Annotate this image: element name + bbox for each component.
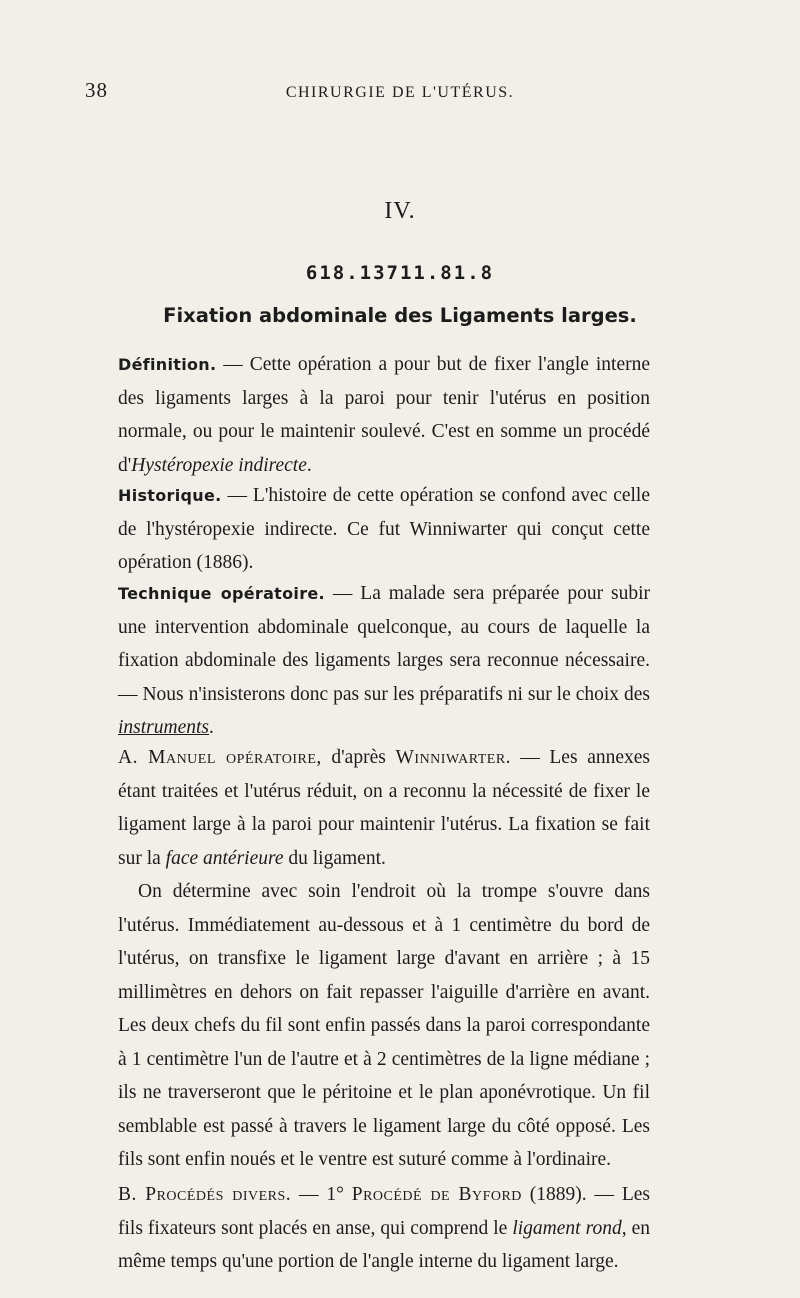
classification-code: 618.13711.81.8 bbox=[305, 262, 495, 284]
historique-label: Historique. bbox=[118, 486, 222, 505]
page-number: 38 bbox=[85, 78, 108, 102]
section-b-sublabel: Procédé de Byford bbox=[351, 1184, 522, 1205]
section-a-label: A. Manuel opératoire, bbox=[118, 747, 322, 768]
section-b-term: ligament rond bbox=[512, 1217, 622, 1239]
definition-paragraph: Définition. — Cette opération a pour but de fixer l'angle interne des ligaments larges à la paroi pour tenir l'utérus en position normale, ou pour le maintenir soulevé. C'est en somme un procédé d'Hystéropexie indirecte. bbox=[118, 354, 650, 476]
section-b-label: B. Procédés divers. bbox=[118, 1184, 292, 1205]
technique-term: instruments bbox=[118, 717, 210, 738]
running-title: CHIRURGIE DE L'UTÉRUS. bbox=[285, 84, 515, 101]
historique-paragraph bbox=[118, 479, 650, 580]
definition-label: Définition. bbox=[118, 355, 217, 374]
section-a-paragraph: A. Manuel opératoire, d'après Winniwarter. — Les annexes étant traitées et l'utérus réduit, on a reconnu la nécessité de fixer le ligament large à la paroi pour maintenir l'utérus. La fixation se fait sur la face antérieure du ligament. bbox=[118, 747, 651, 869]
chapter-number: IV. bbox=[384, 198, 416, 224]
section-a-body-paragraph: On détermine avec soin l'endroit où la trompe s'ouvre dans l'utérus. Immédiatement au-dessous et à 1 centimètre du bord de l'utérus, on transfixe le ligament large d'avant en arrière ; à 15 millimètres en dehors on fait repasser l'aiguille d'arrière en avant. Les deux chefs du fil sont enfin passés dans la paroi correspondante à 1 centimètre l'un de l'autre et à 2 centimètres de la ligne médiane ; ils ne traverseront que le péritoine et le plan aponévrotique. Un fil semblable est passé à travers le ligament large du côté opposé. Les fils sont enfin noués et le ventre est suturé comme à l'ordinaire. bbox=[118, 881, 650, 1170]
definition-text: — Cette opération a pour but de fixer l'angle interne des ligaments larges à la paroi pour tenir l'utérus en position normale, ou pour le maintenir soulevé. C'est en somme un procédé d' bbox=[118, 354, 650, 476]
section-b-paragraph: B. Procédés divers. — 1° Procédé de Byford (1889). — Les fils fixateurs sont placés en anse, qui comprend le ligament rond, en même temps qu'une portion de l'angle interne du ligament large. bbox=[118, 1184, 651, 1272]
section-a-term: face antérieure bbox=[165, 847, 284, 869]
section-title: Fixation abdominale des Ligaments larges. bbox=[163, 304, 637, 327]
technique-label: Technique opératoire. bbox=[118, 584, 325, 603]
historique-text: — L'histoire de cette opération se confond avec celle de l'hystéropexie indirecte. Ce fut Winniwarter qui conçut cette opération (1886). bbox=[118, 485, 650, 573]
technique-text: — La malade sera préparée pour subir une intervention abdominale quelconque, au cours de laquelle la fixation abdominale des ligaments larges sera reconnue nécessaire. — Nous n'insisterons donc pas sur les préparatifs ni sur le choix des bbox=[118, 583, 650, 705]
technique-paragraph: Technique opératoire. — La malade sera préparée pour subir une intervention abdominale quelconque, au cours de laquelle la fixation abdominale des ligaments larges sera reconnue nécessaire. — Nous n'insisterons donc pas sur les préparatifs ni sur le choix des instruments. bbox=[118, 583, 650, 738]
definition-term: Hystéropexie indirecte bbox=[131, 454, 307, 476]
author-name: Winniwarter bbox=[395, 747, 506, 768]
